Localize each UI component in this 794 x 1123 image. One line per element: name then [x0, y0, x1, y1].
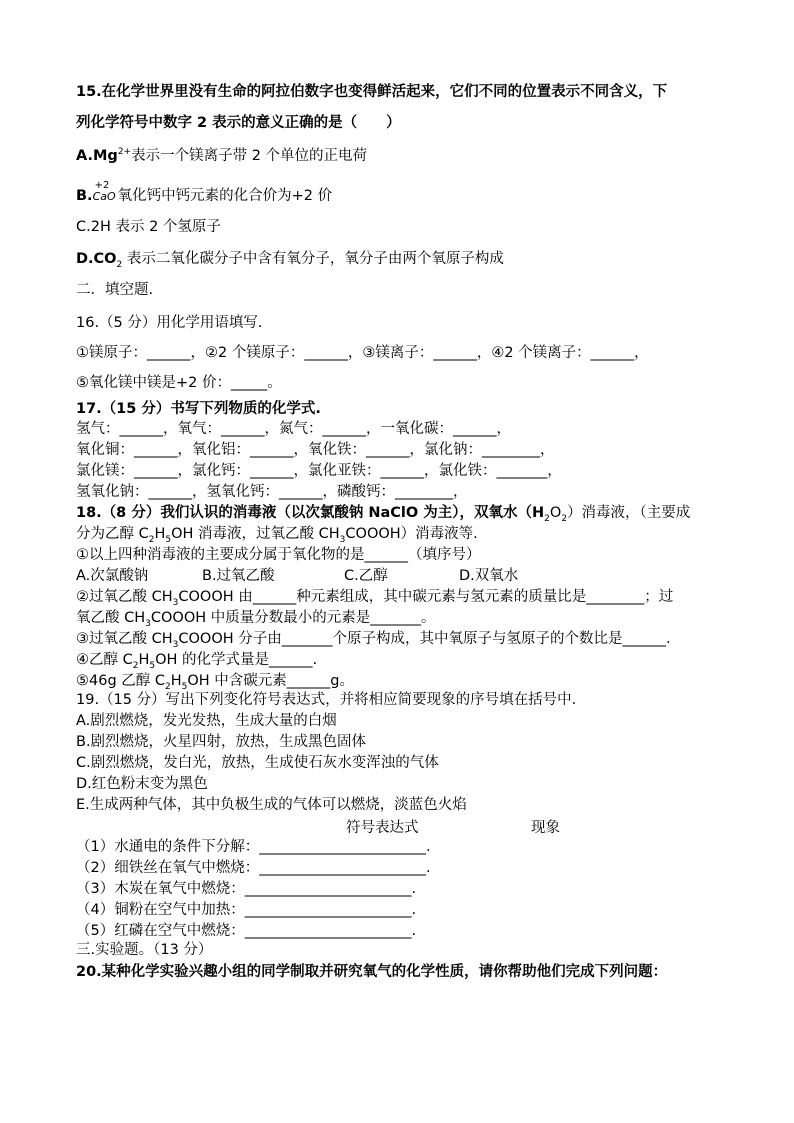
q15-d-sub: 2 [116, 259, 123, 270]
q15-b-text: 氧化钙中钙元素的化合价为+2 价 [117, 188, 333, 204]
q19-item-2: （2）细铁丝在氧气中燃烧：_______________________. [76, 860, 431, 876]
q18-l6s: 3 [145, 618, 151, 629]
q19-item-3: （3）木炭在氧气中燃烧：_______________________. [76, 881, 417, 897]
q18-line6 [76, 608, 436, 628]
q15-stem-line1: 15.在化学世界里没有生命的阿拉伯数字也变得鲜活起来，它们不同的位置表示不同含义，下 [76, 84, 668, 100]
section-2-title: 二．填空题. [76, 282, 154, 298]
q18-line9 [76, 671, 354, 691]
q15-a-charge: 2+ [117, 147, 132, 158]
q18-line3: ①以上四种消毒液的主要成分属于氧化物的是______（填序号） [76, 547, 481, 563]
q15-stem-line2: 列化学符号中数字 2 表示的意义正确的是（ ） [76, 115, 401, 131]
q18-option-a: A.次氯酸钠 [76, 568, 149, 584]
q18-line2 [76, 524, 478, 544]
q18-l7a: ③过氧乙酸 CH [76, 631, 173, 647]
q19-phenomenon-a: A.剧烈燃烧，发光发热，生成大量的白烟 [76, 713, 337, 729]
q18-l1s2: 2 [561, 513, 568, 524]
q15-option-a [76, 146, 367, 166]
q18-l8s2: 5 [149, 660, 156, 671]
q15-option-c: C.2H 表示 2 个氢原子 [76, 219, 221, 235]
q18-l9s2: 5 [181, 681, 188, 692]
q15-b-valence: +2 [94, 180, 110, 191]
section-3-title: 三.实验题。（13 分） [76, 942, 213, 958]
q18-line5 [76, 587, 673, 607]
q18-line1 [76, 503, 690, 523]
q19-header-phenomenon: 现象 [531, 820, 560, 836]
q15-b-prefix: B. [76, 188, 93, 204]
q19-phenomenon-c: C.剧烈燃烧，发白光，放热，生成使石灰水变浑浊的气体 [76, 755, 439, 771]
q19-header-expression: 符号表达式 [346, 820, 419, 836]
q18-l1c: ）消毒液，（主要成 [567, 505, 691, 521]
q15-a-prefix: A.Mg [76, 148, 118, 164]
q18-option-d: D.双氧水 [459, 568, 519, 584]
q17-row-4: 氢氧化钠：______，氢氧化钙：______，磷酸钙：________， [76, 484, 468, 500]
q18-l8b: H [138, 652, 150, 668]
q19-stem: 19.（15 分）写出下列变化符号表达式，并将相应简要现象的序号填在括号中. [76, 692, 577, 708]
q18-l5a: ②过氧乙酸 CH [76, 589, 173, 605]
q17-row-1: 氢气：______，氧气：______，氮气：______，一氧化碳：______， [76, 421, 511, 437]
q20-stem: 20.某种化学实验兴趣小组的同学制取并研究氧气的化学性质，请你帮助他们完成下列问题： [76, 964, 668, 980]
q15-option-d [76, 249, 504, 269]
q18-l7s: 3 [172, 639, 179, 650]
q18-l8a: ④乙醇 C [76, 652, 133, 668]
q18-option-b: B.过氧乙酸 [202, 568, 275, 584]
q18-l2b: H [154, 526, 166, 542]
q19-phenomenon-b: B.剧烈燃烧，火星四射，放热，生成黑色固体 [76, 734, 367, 750]
q18-line7 [76, 629, 671, 649]
q17-row-2: 氧化铜：______，氧化铝：______，氧化铁：______，氯化钠：________， [76, 442, 555, 458]
q17-row-3: 氯化镁：______，氯化钙：______，氯化亚铁：______，氯化铁：_______， [76, 463, 562, 479]
q18-l1b: O [549, 505, 562, 521]
q15-b-formula [93, 179, 116, 207]
q18-l1a: 18.（8 分）我们认识的消毒液（以次氯酸钠 NaClO 为主），双氧水（H [76, 505, 545, 521]
q18-l5b: COOOH 由______种元素组成，其中碳元素与氢元素的质量比是________；过 [178, 589, 674, 605]
q16-line2: ⑤氧化镁中镁是+2 价：_____。 [76, 375, 282, 391]
q18-l2a: 分为乙醇 C [76, 526, 149, 542]
q18-l7b: COOOH 分子由_______个原子构成，其中氧原子与氢原子的个数比是______. [178, 631, 671, 647]
q15-option-b [76, 179, 332, 207]
q19-item-5: （5）红磷在空气中燃烧：_______________________. [76, 923, 417, 939]
q18-l1s1: 2 [544, 513, 550, 524]
q18-l6b: COOOH 中质量分数最小的元素是_______。 [150, 610, 436, 626]
q18-options [76, 566, 518, 586]
q18-l9s1: 2 [165, 681, 171, 692]
q19-phenomenon-d: D.红色粉末变为黑色 [76, 776, 208, 792]
q18-l2s2: 5 [165, 534, 172, 545]
q18-l2d: COOOH）消毒液等. [345, 526, 478, 542]
q19-phenomenon-e: E.生成两种气体，其中负极生成的气体可以燃烧，淡蓝色火焰 [76, 797, 467, 813]
q15-a-text: 表示一个镁离子带 2 个单位的正电荷 [131, 148, 368, 164]
q18-l8s1: 2 [132, 660, 139, 671]
q15-d-prefix: D.CO [76, 251, 117, 267]
q18-l8c: OH 的化学式量是______. [155, 652, 318, 668]
q18-l2s1: 2 [148, 534, 155, 545]
q18-l2s3: 3 [339, 534, 346, 545]
q15-d-text: 表示二氧化碳分子中含有氧分子，氧分子由两个氧原子构成 [122, 251, 504, 267]
q18-l6a: 氧乙酸 CH [76, 610, 146, 626]
q15-b-formula-text: CaO [92, 190, 116, 203]
q18-option-c: C.乙醇 [344, 568, 388, 584]
q18-l9c: OH 中含碳元素______g。 [187, 673, 355, 689]
q17-stem: 17.（15 分）书写下列物质的化学式. [76, 401, 321, 417]
q18-l9a: ⑤46g 乙醇 C [76, 673, 165, 689]
q18-l2c: OH 消毒液，过氧乙酸 CH [171, 526, 340, 542]
q16-stem: 16.（5 分）用化学用语填写. [76, 315, 263, 331]
q19-item-4: （4）铜粉在空气中加热：_______________________. [76, 902, 417, 918]
q18-l5s: 3 [172, 597, 179, 608]
q18-line8 [76, 650, 317, 670]
q18-l9b: H [170, 673, 182, 689]
q16-line1: ①镁原子：______，②2 个镁原子：______，③镁离子：______，④2 个镁离子：______， [76, 345, 649, 361]
q19-item-1: （1）水通电的条件下分解：_______________________. [76, 839, 431, 855]
